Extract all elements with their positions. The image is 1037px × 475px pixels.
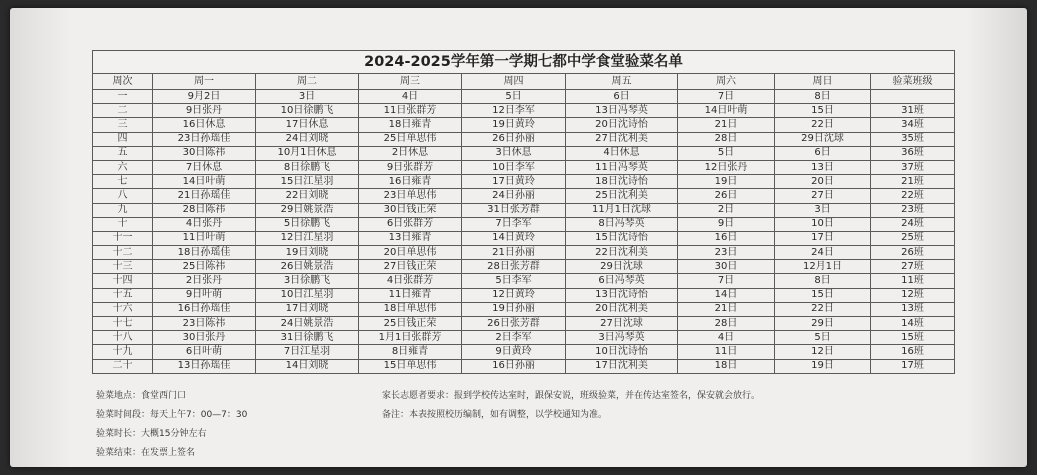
table-cell: 29日沈球 <box>566 260 678 274</box>
table-cell: 15日 <box>775 104 871 118</box>
table-cell: 十三 <box>93 260 153 274</box>
table-cell: 12日李军 <box>462 104 566 118</box>
table-row <box>93 132 955 146</box>
table-cell: 5日 <box>775 331 871 345</box>
table-cell: 6日张群芳 <box>359 217 462 231</box>
table-cell: 十七 <box>93 317 153 331</box>
table-cell: 12日黄玲 <box>462 288 566 302</box>
table-row <box>93 345 955 359</box>
table-cell: 十一 <box>93 231 153 245</box>
table-cell: 11月1日沈球 <box>566 203 678 217</box>
table-cell: 12月1日 <box>775 260 871 274</box>
header-class: 验菜班级 <box>871 74 955 90</box>
table-cell: 13日孙瑶佳 <box>153 359 256 373</box>
table-cell: 4日 <box>359 90 462 104</box>
table-row <box>93 217 955 231</box>
table-cell: 30日 <box>678 260 775 274</box>
table-cell: 27班 <box>871 260 955 274</box>
table-cell: 17日休息 <box>256 118 359 132</box>
table-cell: 23日陈祎 <box>153 317 256 331</box>
table-row <box>93 104 955 118</box>
table-cell: 十四 <box>93 274 153 288</box>
table-cell: 6日叶萌 <box>153 345 256 359</box>
table-cell: 七 <box>93 175 153 189</box>
table-cell: 10日江星羽 <box>256 288 359 302</box>
table-cell: 8日冯琴英 <box>566 217 678 231</box>
table-cell: 14日 <box>678 288 775 302</box>
table-cell: 10月1日休息 <box>256 146 359 160</box>
table-cell: 10日 <box>775 217 871 231</box>
table-cell: 19日刘晓 <box>256 246 359 260</box>
table-cell: 4日 <box>678 331 775 345</box>
table-row <box>93 189 955 203</box>
table-cell: 14班 <box>871 317 955 331</box>
header-sat: 周六 <box>678 74 775 90</box>
table-cell: 四 <box>93 132 153 146</box>
table-cell: 14日刘晓 <box>256 359 359 373</box>
table-cell: 13日 <box>775 160 871 174</box>
table-cell: 18日沈诗怡 <box>566 175 678 189</box>
table-cell: 26日姚景浩 <box>256 260 359 274</box>
table-cell: 2日李军 <box>462 331 566 345</box>
table-cell: 28日张芳群 <box>462 260 566 274</box>
table-cell: 3日徐鹏飞 <box>256 274 359 288</box>
table-body <box>93 90 955 374</box>
table-cell: 15日江星羽 <box>256 175 359 189</box>
table-row <box>93 331 955 345</box>
table-cell: 14日叶萌 <box>678 104 775 118</box>
table-cell: 24班 <box>871 217 955 231</box>
table-cell: 九 <box>93 203 153 217</box>
table-cell: 26日张芳群 <box>462 317 566 331</box>
table-cell: 16班 <box>871 345 955 359</box>
table-cell: 29日沈球 <box>775 132 871 146</box>
header-sun: 周日 <box>775 74 871 90</box>
table-row <box>93 359 955 373</box>
table-cell: 15日 <box>775 288 871 302</box>
table-cell: 18日雍青 <box>359 118 462 132</box>
header-week: 周次 <box>93 74 153 90</box>
table-cell: 27日沈利美 <box>566 132 678 146</box>
table-cell: 10日徐鹏飞 <box>256 104 359 118</box>
table-cell: 7日李军 <box>462 217 566 231</box>
table-cell: 17日沈利美 <box>566 359 678 373</box>
table-cell: 13日沈诗怡 <box>566 288 678 302</box>
table-cell: 19日黄玲 <box>462 118 566 132</box>
table-cell: 2日张丹 <box>153 274 256 288</box>
table-cell: 25日钱正荣 <box>359 317 462 331</box>
table-cell: 12班 <box>871 288 955 302</box>
table-cell: 3日休息 <box>462 146 566 160</box>
table-cell: 9日叶萌 <box>153 288 256 302</box>
table-cell: 31班 <box>871 104 955 118</box>
table-cell: 五 <box>93 146 153 160</box>
table-cell: 25日陈祎 <box>153 260 256 274</box>
table-cell: 21日孙瑶佳 <box>153 189 256 203</box>
table-cell: 2日休息 <box>359 146 462 160</box>
table-cell: 5日 <box>678 146 775 160</box>
table-row <box>93 146 955 160</box>
document-title: 2024-2025学年第一学期七都中学食堂验菜名单 <box>92 50 955 73</box>
table-cell: 11日 <box>678 345 775 359</box>
table-cell: 36班 <box>871 146 955 160</box>
table-cell: 23班 <box>871 203 955 217</box>
table-cell: 30日陈祎 <box>153 146 256 160</box>
table-cell: 37班 <box>871 160 955 174</box>
table-cell: 8日 <box>775 90 871 104</box>
table-cell: 27日 <box>775 189 871 203</box>
header-mon: 周一 <box>153 74 256 90</box>
header-tue: 周二 <box>256 74 359 90</box>
table-cell: 14日黄玲 <box>462 231 566 245</box>
table-cell: 十六 <box>93 302 153 316</box>
table-cell: 29日 <box>775 317 871 331</box>
table-cell: 4日休息 <box>566 146 678 160</box>
table-cell: 十五 <box>93 288 153 302</box>
table-cell: 21日 <box>678 118 775 132</box>
notes-left <box>96 387 336 463</box>
table-cell: 25日单思伟 <box>359 132 462 146</box>
table-cell: 26日孙丽 <box>462 132 566 146</box>
table-row <box>93 288 955 302</box>
table-cell: 19日孙丽 <box>462 302 566 316</box>
table-cell: 二 <box>93 104 153 118</box>
table-cell: 30日张丹 <box>153 331 256 345</box>
table-cell: 3日 <box>775 203 871 217</box>
table-cell: 18日 <box>678 359 775 373</box>
table-cell: 7日 <box>678 90 775 104</box>
table-cell: 21日 <box>678 302 775 316</box>
table-cell: 三 <box>93 118 153 132</box>
table-row <box>93 203 955 217</box>
table-cell: 21班 <box>871 175 955 189</box>
table-cell: 8日 <box>775 274 871 288</box>
table-cell: 10日李军 <box>462 160 566 174</box>
table-cell: 17日 <box>775 231 871 245</box>
table-cell: 6日 <box>775 146 871 160</box>
table-cell: 26日 <box>678 189 775 203</box>
table-row <box>93 302 955 316</box>
table-cell: 16日孙瑶佳 <box>153 302 256 316</box>
table-cell: 13班 <box>871 302 955 316</box>
header-fri: 周五 <box>566 74 678 90</box>
table-cell: 十九 <box>93 345 153 359</box>
table-cell: 十二 <box>93 246 153 260</box>
table-cell: 8日雍青 <box>359 345 462 359</box>
table-cell: 9月2日 <box>153 90 256 104</box>
table-cell: 23日孙瑶佳 <box>153 132 256 146</box>
table-cell: 25班 <box>871 231 955 245</box>
table-cell: 27日沈球 <box>566 317 678 331</box>
table-cell: 31日徐鹏飞 <box>256 331 359 345</box>
note-location: 验菜地点：食堂西门口 <box>96 391 187 401</box>
table-cell: 15班 <box>871 331 955 345</box>
table-cell: 22班 <box>871 189 955 203</box>
table-cell: 29日姚景浩 <box>256 203 359 217</box>
table-cell: 11日冯琴英 <box>566 160 678 174</box>
table-cell: 17班 <box>871 359 955 373</box>
table-cell: 9日张群芳 <box>359 160 462 174</box>
table-cell: 18日单思伟 <box>359 302 462 316</box>
notes-right <box>382 387 982 425</box>
table-cell: 34班 <box>871 118 955 132</box>
table-cell: 25日沈利美 <box>566 189 678 203</box>
table-row <box>93 160 955 174</box>
table-cell: 16日孙丽 <box>462 359 566 373</box>
table-cell: 4日张群芳 <box>359 274 462 288</box>
table-cell: 13日冯琴英 <box>566 104 678 118</box>
table-row <box>93 246 955 260</box>
table-cell: 20日沈诗怡 <box>566 118 678 132</box>
table-cell: 19日 <box>678 175 775 189</box>
table-cell: 17日刘晓 <box>256 302 359 316</box>
table-cell: 30日钱正荣 <box>359 203 462 217</box>
table-cell: 3日 <box>256 90 359 104</box>
table-cell: 22日 <box>775 118 871 132</box>
table-row <box>93 90 955 104</box>
table-cell: 2日 <box>678 203 775 217</box>
header-wed: 周三 <box>359 74 462 90</box>
table-cell: 5日徐鹏飞 <box>256 217 359 231</box>
table-cell: 20日单思伟 <box>359 246 462 260</box>
note-finish: 验菜结束：在发票上签名 <box>96 448 196 458</box>
table-cell: 十 <box>93 217 153 231</box>
table-cell: 11日雍青 <box>359 288 462 302</box>
table-cell: 20日沈利美 <box>566 302 678 316</box>
table-cell: 12日张丹 <box>678 160 775 174</box>
table-cell: 9日张丹 <box>153 104 256 118</box>
table-cell: 9日黄玲 <box>462 345 566 359</box>
table-row <box>93 118 955 132</box>
table-cell: 18日孙瑶佳 <box>153 246 256 260</box>
table-cell: 26班 <box>871 246 955 260</box>
table-cell: 23日单思伟 <box>359 189 462 203</box>
table-cell: 15日沈诗怡 <box>566 231 678 245</box>
table-cell: 19日 <box>775 359 871 373</box>
table-cell: 4日张丹 <box>153 217 256 231</box>
table-cell: 21日孙丽 <box>462 246 566 260</box>
table-cell: 28日陈祎 <box>153 203 256 217</box>
table-cell: 16日休息 <box>153 118 256 132</box>
header-row <box>93 74 955 90</box>
note-remark: 备注：本表按照校历编制，如有调整，以学校通知为准。 <box>382 410 608 420</box>
table-cell: 24日姚景浩 <box>256 317 359 331</box>
note-duration: 验菜时长：大概15分钟左右 <box>96 429 207 439</box>
note-time: 验菜时间段：每天上午7：00—7：30 <box>96 410 248 420</box>
table-cell: 27日钱正荣 <box>359 260 462 274</box>
table-cell: 24日孙丽 <box>462 189 566 203</box>
table-row <box>93 274 955 288</box>
table-cell: 7日休息 <box>153 160 256 174</box>
note-parent-requirements: 家长志愿者要求：报到学校传达室时，跟保安说，班级验菜，并在传达室签名，保安就会放行。 <box>382 391 761 401</box>
table-cell: 十八 <box>93 331 153 345</box>
table-cell: 31日张芳群 <box>462 203 566 217</box>
table-cell: 5日 <box>462 90 566 104</box>
table-cell: 二十 <box>93 359 153 373</box>
table-cell: 28日 <box>678 317 775 331</box>
table-cell: 10日沈诗怡 <box>566 345 678 359</box>
table-cell: 16日 <box>678 231 775 245</box>
table-cell: 15日单思伟 <box>359 359 462 373</box>
table-cell: 16日雍青 <box>359 175 462 189</box>
table-cell: 14日叶萌 <box>153 175 256 189</box>
table-cell: 23日 <box>678 246 775 260</box>
header-thu: 周四 <box>462 74 566 90</box>
table-cell: 12日江星羽 <box>256 231 359 245</box>
document-paper <box>10 8 1027 467</box>
table-row <box>93 231 955 245</box>
table-cell <box>871 90 955 104</box>
table-cell: 13日雍青 <box>359 231 462 245</box>
table-cell: 9日 <box>678 217 775 231</box>
table-cell: 20日 <box>775 175 871 189</box>
table-cell: 12日 <box>775 345 871 359</box>
table-cell: 6日 <box>566 90 678 104</box>
table-cell: 3日冯琴英 <box>566 331 678 345</box>
table-row <box>93 317 955 331</box>
table-cell: 22日刘晓 <box>256 189 359 203</box>
table-cell: 35班 <box>871 132 955 146</box>
table-cell: 11班 <box>871 274 955 288</box>
table-cell: 28日 <box>678 132 775 146</box>
table-row <box>93 175 955 189</box>
table-cell: 1月1日张群芳 <box>359 331 462 345</box>
table-cell: 八 <box>93 189 153 203</box>
schedule-table <box>92 50 955 374</box>
table-row <box>93 260 955 274</box>
table-cell: 6日冯琴英 <box>566 274 678 288</box>
table-cell: 7日 <box>678 274 775 288</box>
table-cell: 24日 <box>775 246 871 260</box>
table-cell: 六 <box>93 160 153 174</box>
table-cell: 5日李军 <box>462 274 566 288</box>
table-cell: 22日 <box>775 302 871 316</box>
table-cell: 11日张群芳 <box>359 104 462 118</box>
table-cell: 11日叶萌 <box>153 231 256 245</box>
table-cell: 一 <box>93 90 153 104</box>
table-cell: 24日刘晓 <box>256 132 359 146</box>
table-cell: 8日徐鹏飞 <box>256 160 359 174</box>
table-cell: 22日沈利美 <box>566 246 678 260</box>
table-cell: 7日江星羽 <box>256 345 359 359</box>
table-cell: 17日黄玲 <box>462 175 566 189</box>
